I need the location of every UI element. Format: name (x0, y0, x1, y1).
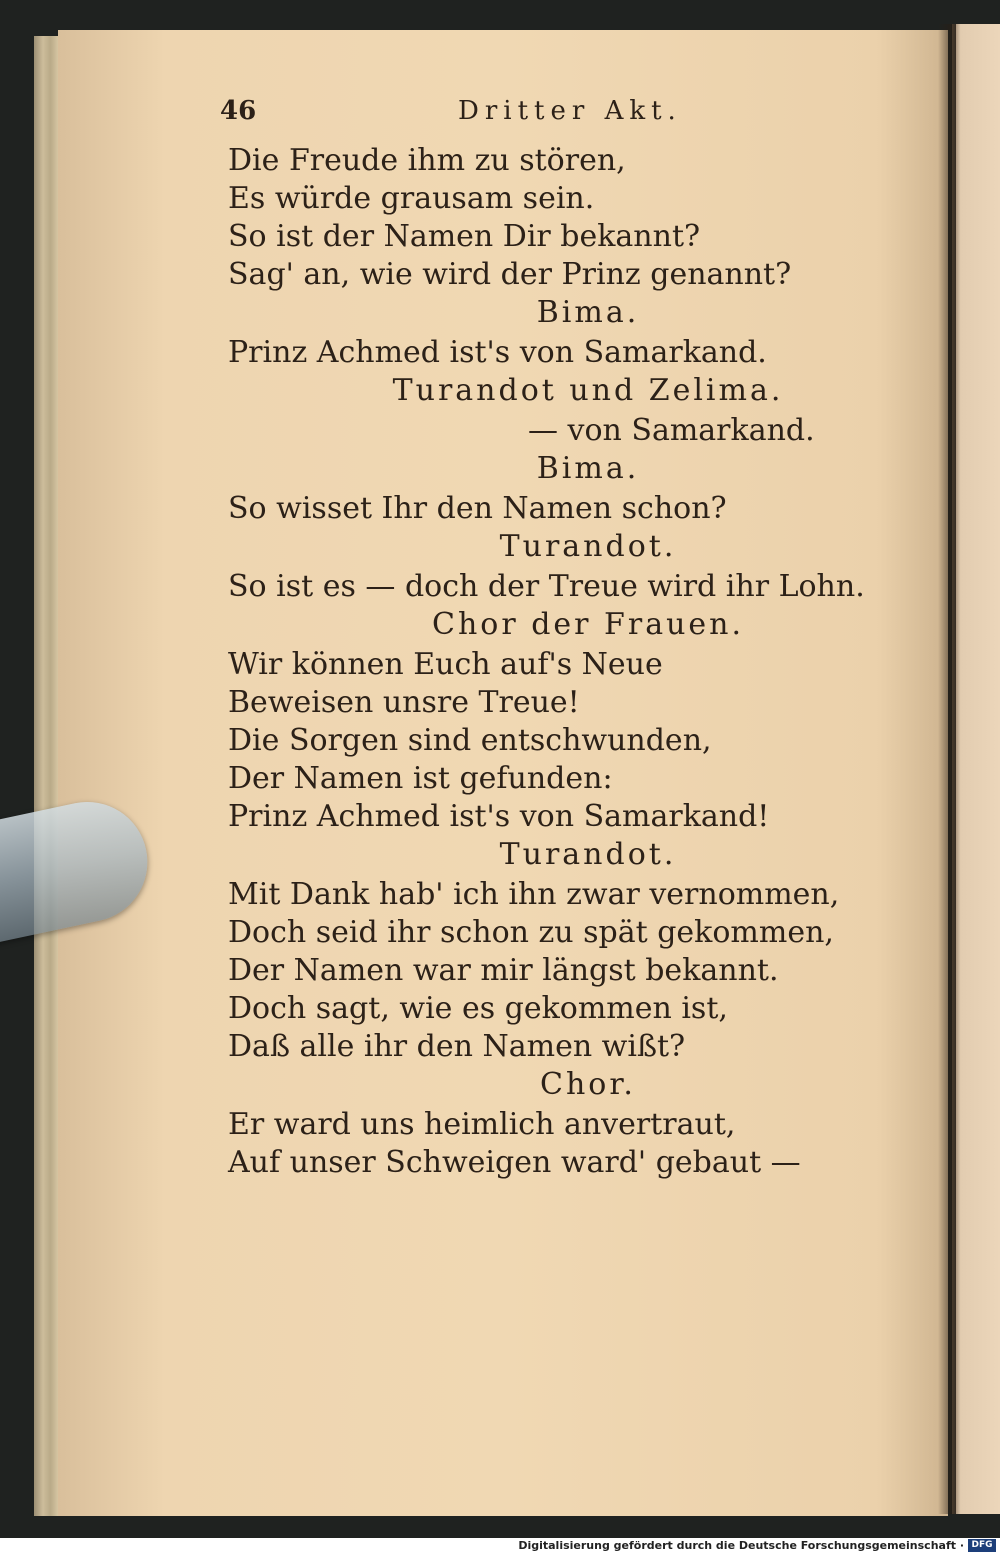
verse-line: Auf unser Schweigen ward' gebaut — (228, 1145, 801, 1180)
verse-line: Mit Dank hab' ich ihn zwar vernommen, (228, 877, 840, 912)
verse-line: Wir können Euch auf's Neue (228, 647, 663, 682)
page-number: 46 (220, 96, 257, 126)
verse-line: Doch sagt, wie es gekommen ist, (228, 991, 728, 1026)
verse-line: Prinz Achmed ist's von Samarkand! (228, 799, 770, 834)
verse-line: Doch seid ihr schon zu spät gekommen, (228, 915, 834, 950)
verse-line: Er ward uns heimlich anvertraut, (228, 1107, 736, 1142)
speaker-name: Turandot und Zelima. (392, 373, 784, 408)
footer-bar (0, 1538, 1000, 1555)
gutter-shadow (938, 24, 956, 1514)
facing-page-edge (952, 24, 1000, 1514)
speaker-name: Bima. (536, 451, 640, 486)
speaker-name: Turandot. (499, 837, 677, 872)
verse-line: Der Namen ist gefunden: (228, 761, 613, 796)
running-title: Dritter Akt. (458, 96, 682, 126)
speaker-name: Chor der Frauen. (431, 607, 745, 642)
dfg-logo: DFG (968, 1539, 996, 1552)
page-text (220, 92, 888, 1182)
funding-credit: Digitalisierung gefördert durch die Deutsche Forschungsgemeinschaft · (518, 1539, 964, 1552)
speaker-name: Turandot. (499, 529, 677, 564)
page-header (220, 92, 888, 142)
verse-line: Der Namen war mir längst bekannt. (228, 953, 779, 988)
verse-line: Prinz Achmed ist's von Samarkand. (228, 335, 767, 370)
verse-line: Es würde grausam sein. (228, 181, 595, 216)
speaker-name: Chor. (540, 1067, 636, 1102)
verse-line: Daß alle ihr den Namen wißt? (228, 1029, 686, 1064)
speaker-name: Bima. (536, 295, 640, 330)
verse-line: Beweisen unsre Treue! (228, 685, 580, 720)
verse-line: Sag' an, wie wird der Prinz genannt? (228, 257, 792, 292)
verse-line: So ist der Namen Dir bekannt? (228, 219, 701, 254)
verse-lines (228, 142, 888, 1182)
verse-line: — von Samarkand. (528, 413, 815, 448)
verse-line: So wisset Ihr den Namen schon? (228, 491, 727, 526)
verse-line: Die Sorgen sind entschwunden, (228, 723, 712, 758)
verse-line: So ist es — doch der Treue wird ihr Lohn. (228, 569, 865, 604)
verse-line: Die Freude ihm zu stören, (228, 143, 626, 178)
